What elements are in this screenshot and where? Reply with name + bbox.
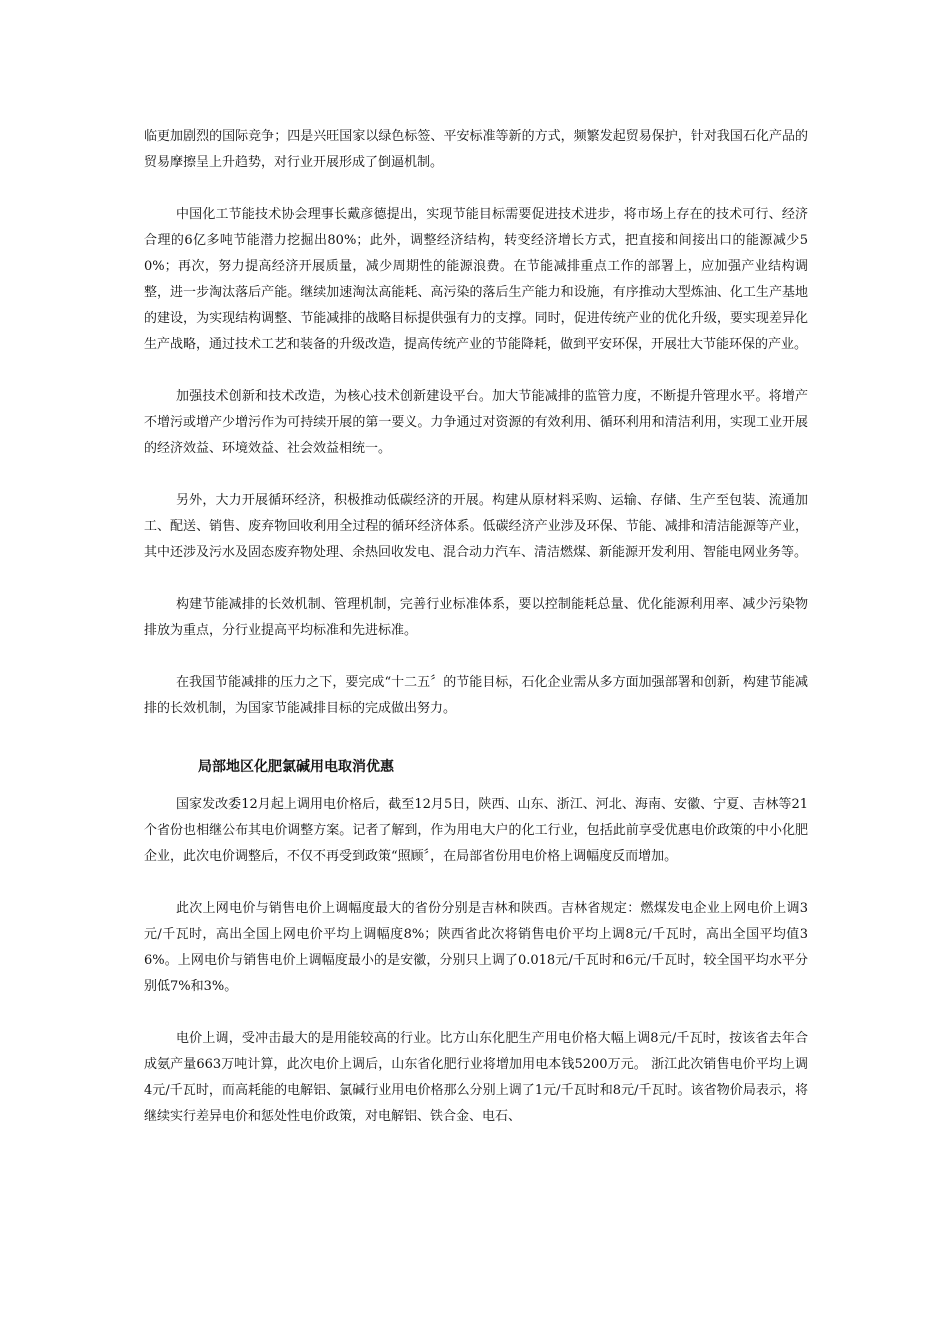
paragraph-3: 加强技术创新和技术改造，为核心技术创新建设平台。加大节能减排的监管力度，不断提升管理水平。将增产不增污或增产少增污作为可持续开展的第一要义。力争通过对资源的有效利用、循环利用和清洁利用，实现工业开展的经济效益、环境效益、社会效益相统一。 [144, 389, 808, 456]
paragraph-gap [144, 566, 808, 592]
paragraph-2: 中国化工节能技术协会理事长戴彦德提出，实现节能目标需要促进技术进步，将市场上存在的技术可行、经济合理的6亿多吨节能潜力挖掘出80%；此外，调整经济结构，转变经济增长方式，把直接和间接出口的能源减少50%；再次，努力提高经济开展质量，减少周期性的能源浪费。在节能减排重点工作的部署上，应加强产业结构调整，进一步淘汰落后产能。继续加速淘汰高能耗、高污染的落后生产能力和设施，有序推动大型炼油、化工生产基地的建设，为实现结构调整、节能减排的战略目标提供强有力的支撑。同时，促进传统产业的优化升级，要实现差异化生产战略，通过技术工艺和装备的升级改造，提高传统产业的节能降耗，做到平安环保，开展壮大节能环保的产业。 [144, 207, 808, 352]
section-heading: 局部地区化肥氯碱用电取消优惠 [198, 759, 394, 775]
paragraph-gap [144, 870, 808, 896]
paragraph-gap [144, 358, 808, 384]
paragraph-1: 临更加剧烈的国际竞争；四是兴旺国家以绿色标签、平安标准等新的方式，频繁发起贸易保护，针对我国石化产品的贸易摩擦呈上升趋势，对行业开展形成了倒逼机制。 [144, 129, 808, 170]
document-page [144, 124, 808, 1130]
paragraph-gap [144, 1000, 808, 1026]
paragraph-5: 构建节能减排的长效机制、管理机制，完善行业标准体系，要以控制能耗总量、优化能源利用率、减少污染物排放为重点，分行业提高平均标准和先进标准。 [144, 597, 808, 638]
section-paragraph-2: 此次上网电价与销售电价上调幅度最大的省份分别是吉林和陕西。吉林省规定：燃煤发电企业上网电价上调3元/千瓦时，高出全国上网电价平均上调幅度8%；陕西省此次将销售电价平均上调8元/千瓦时，高出全国平均值36%。上网电价与销售电价上调幅度最小的是安徽，分别只上调了0.018元/千瓦时和6元/千瓦时，较全国平均水平分别低7%和3%。 [144, 901, 808, 994]
paragraph-6: 在我国节能减排的压力之下，要完成“十二五〞的节能目标，石化企业需从多方面加强部署和创新，构建节能减排的长效机制，为国家节能减排目标的完成做出努力。 [144, 675, 808, 716]
paragraph-gap [144, 722, 808, 748]
paragraph-4: 另外，大力开展循环经济，积极推动低碳经济的开展。构建从原材料采购、运输、存储、生产至包装、流通加工、配送、销售、废弃物回收利用全过程的循环经济体系。低碳经济产业涉及环保、节能、减排和清洁能源等产业，其中还涉及污水及固态废弃物处理、余热回收发电、混合动力汽车、清洁燃煤、新能源开发利用、智能电网业务等。 [144, 493, 808, 560]
paragraph-gap [144, 644, 808, 670]
section-paragraph-3: 电价上调，受冲击最大的是用能较高的行业。比方山东化肥生产用电价格大幅上调8元/千瓦时，按该省去年合成氨产量663万吨计算，此次电价上调后，山东省化肥行业将增加用电本钱5200万元。 浙江此次销售电价平均上调4元/千瓦时，而高耗能的电解铝、氯碱行业用电价格那么分别上调了1元/千瓦时和8元/千瓦时。该省物价局表示，将继续实行差异电价和惩处性电价政策，对电解铝、铁合金、电石、 [144, 1031, 808, 1124]
section-paragraph-1: 国家发改委12月起上调用电价格后，截至12月5日，陕西、山东、浙江、河北、海南、安徽、宁夏、吉林等21个省份也相继公布其电价调整方案。记者了解到，作为用电大户的化工行业，包括此前享受优惠电价政策的中小化肥企业，此次电价调整后，不仅不再受到政策“照顾〞，在局部省份用电价格上调幅度反而增加。 [144, 797, 808, 864]
paragraph-gap [144, 462, 808, 488]
paragraph-gap [144, 176, 808, 202]
